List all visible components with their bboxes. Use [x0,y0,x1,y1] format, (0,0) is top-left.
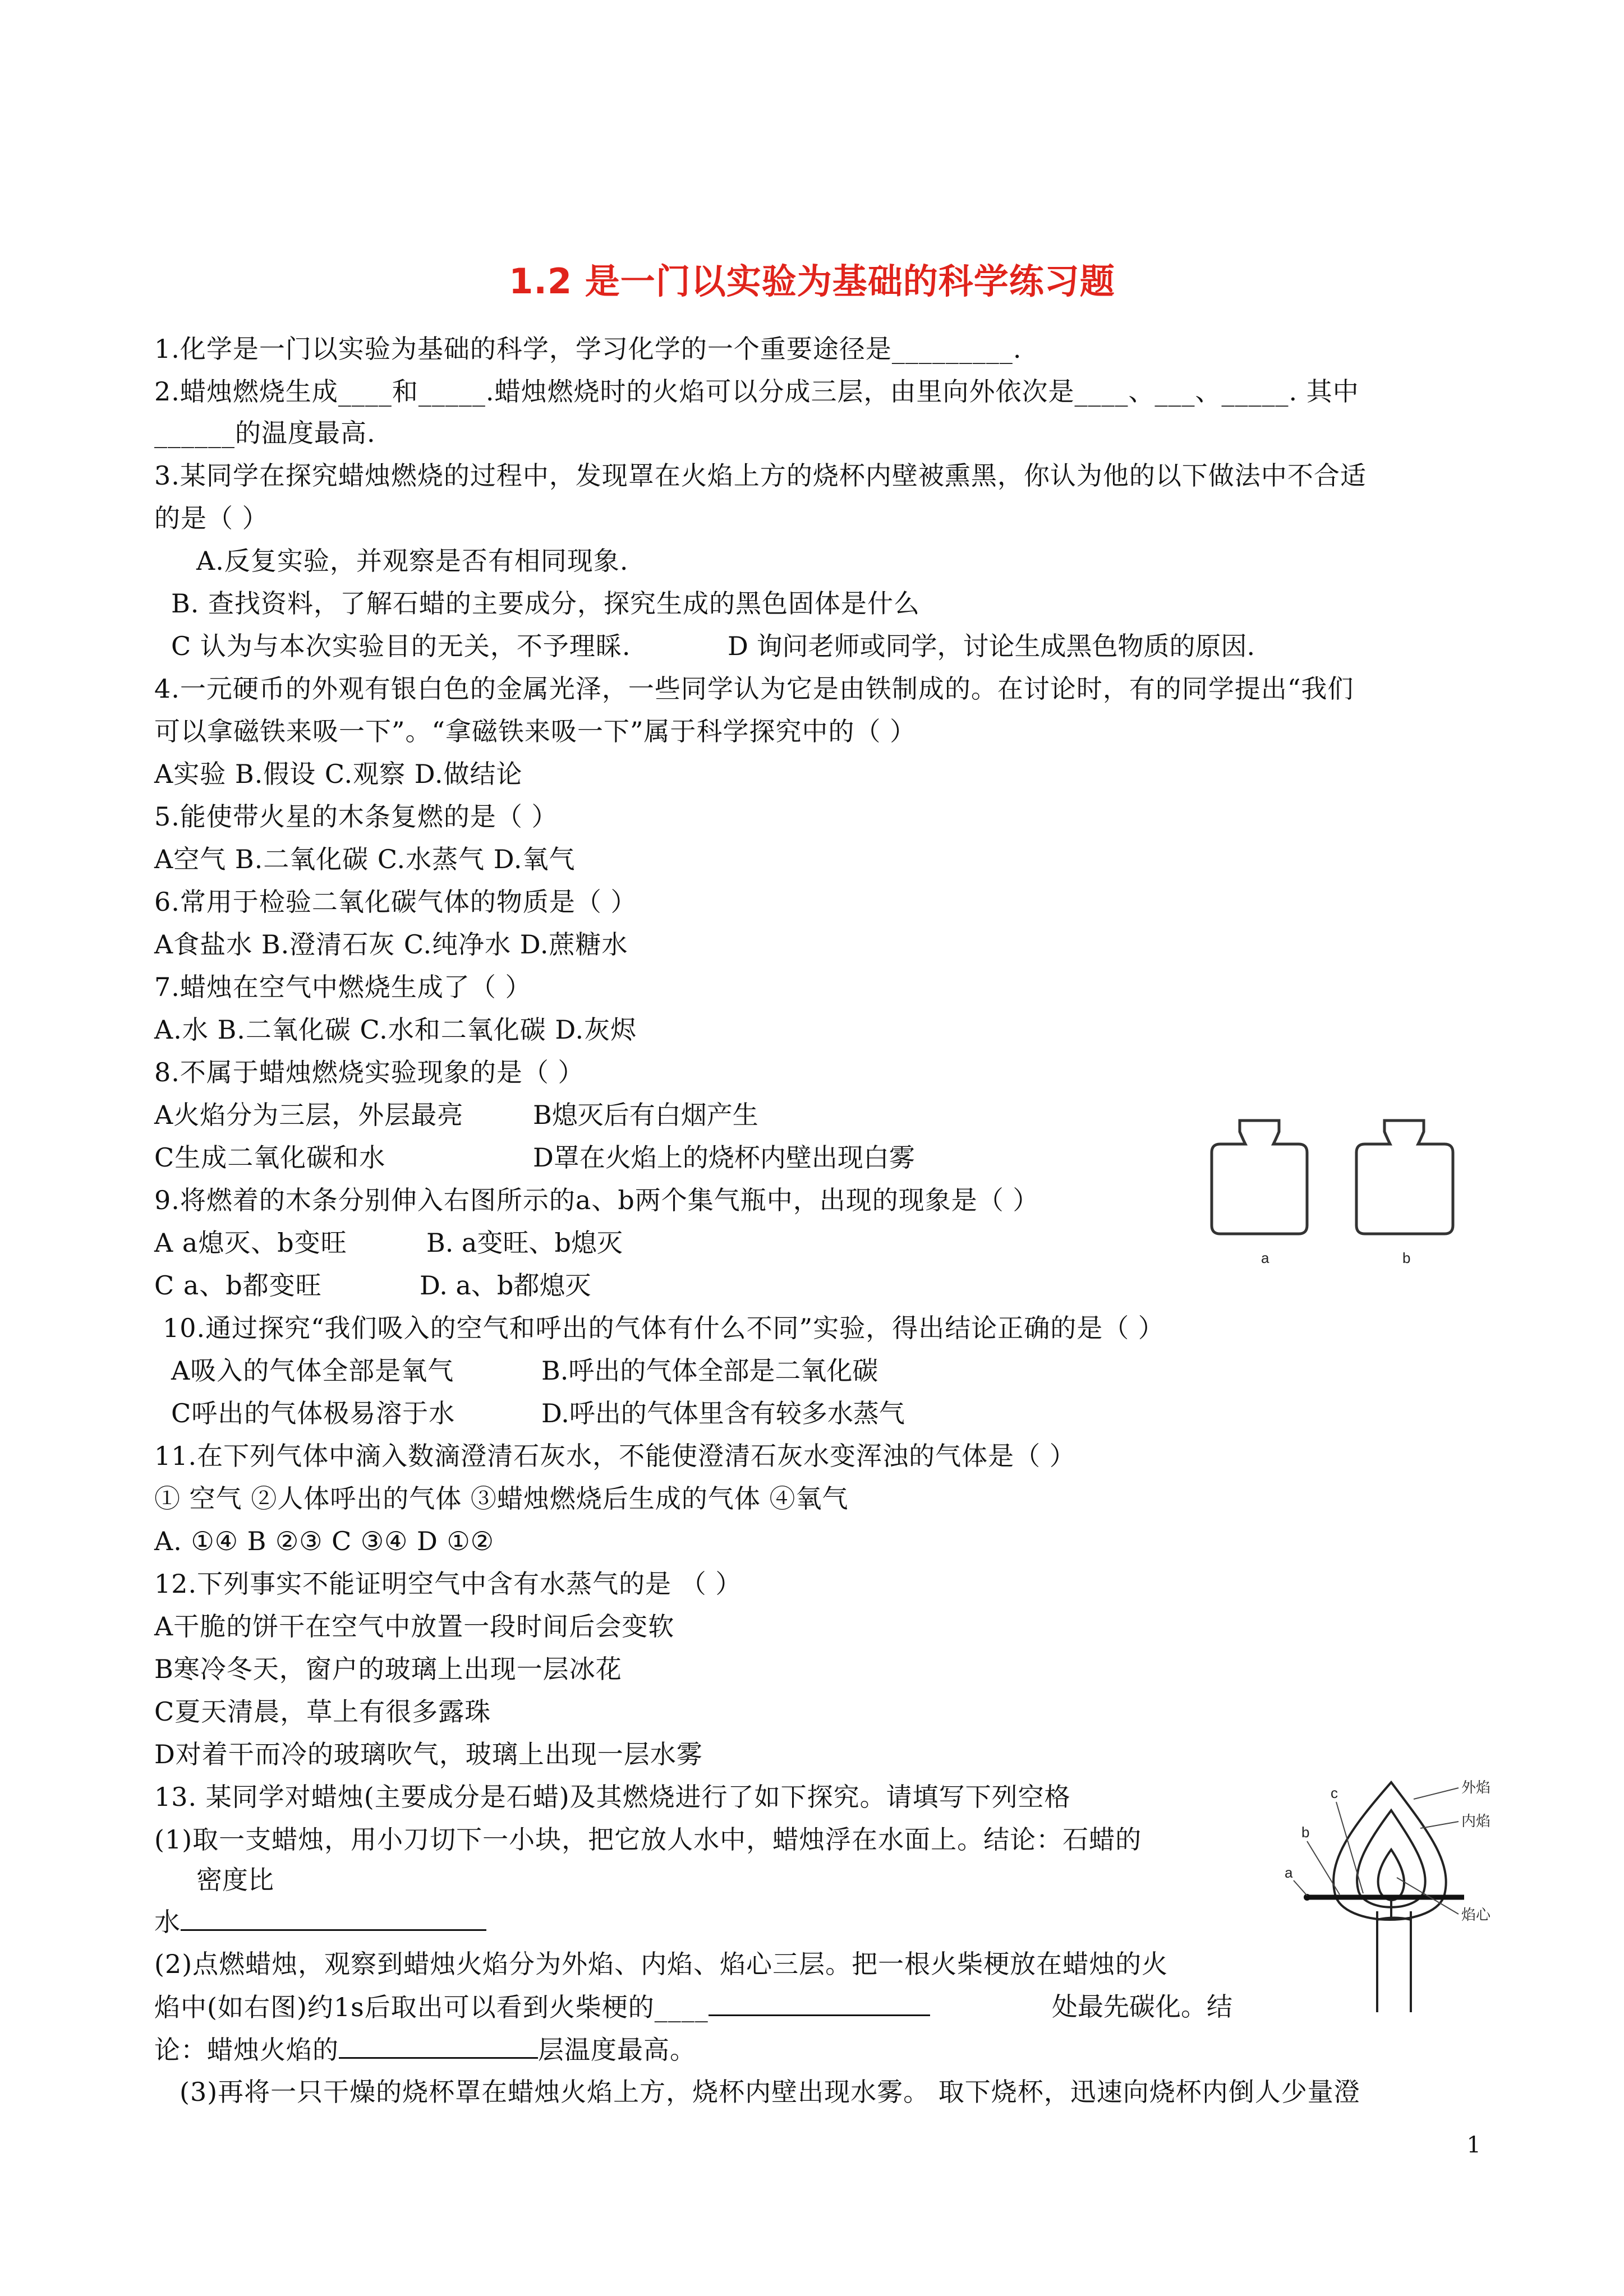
question-1: 1.化学是一门以实验为基础的科学，学习化学的一个重要途径是_________. [154,334,1022,364]
options-7: A.水 B.二氧化碳 C.水和二氧化碳 D.灰烬 [154,1015,637,1045]
inner-flame-label: 内焰 [1461,1813,1491,1829]
option-10a: A吸入的气体全部是氧气 [171,1356,454,1386]
question-6: 6.常用于检验二氧化碳气体的物质是（ ） [154,887,637,917]
option-8d: D罩在火焰上的烧杯内壁出现白雾 [533,1142,915,1173]
option-3d: D 询问老师或同学，讨论生成黑色物质的原因. [728,631,1255,661]
options-11: A. ①④ B ②③ C ③④ D ①② [154,1526,494,1556]
question-12: 12.下列事实不能证明空气中含有水蒸气的是 （ ） [154,1569,742,1599]
conclusion-text: 论：蜡烛火焰的 [154,2035,339,2065]
question-13-part1: (1)取一支蜡烛，用小刀切下一小块，把它放人水中，蜡烛浮在水面上。结论：石蜡的 [154,1824,1142,1855]
bottle-b-label: b [1402,1250,1411,1266]
question-2: 2.蜡烛燃烧生成____和_____.蜡烛燃烧时的火焰可以分成三层，由里向外依次是____、___、_____. 其中 [154,376,1359,407]
question-4: 4.一元硬币的外观有银白色的金属光泽，一些同学认为它是由铁制成的。在讨论时，有的同学提出“我们 [154,674,1354,704]
candle-flame-figure [1273,1765,1520,2018]
option-9b: B. a变旺、b熄灭 [426,1228,623,1258]
point-b-label: b [1301,1824,1310,1841]
option-12c: C夏天清晨，草上有很多露珠 [154,1696,491,1727]
option-3a: A.反复实验，并观察是否有相同现象. [196,546,629,576]
options-6: A食盐水 B.澄清石灰 C.纯净水 D.蔗糖水 [154,929,628,960]
option-8c: C生成二氧化碳和水 [154,1142,386,1173]
option-8a: A火焰分为三层，外层最亮 [154,1100,464,1130]
question-7: 7.蜡烛在空气中燃烧生成了（ ） [154,972,532,1002]
option-10c: C呼出的气体极易溶于水 [171,1398,456,1428]
question-3-cont: 的是（ ） [154,503,269,533]
question-4-cont: 可以拿磁铁来吸一下”。“拿磁铁来吸一下”属于科学探究中的（ ） [154,716,917,746]
option-9a: A a熄灭、b变旺 [154,1228,347,1258]
option-3c: C 认为与本次实验目的无关，不予理睬. [171,631,631,661]
outer-flame-label: 外焰 [1461,1779,1491,1796]
answer-blank-2[interactable] [709,1990,930,2016]
option-10d: D.呼出的气体里含有较多水蒸气 [541,1398,905,1428]
question-8: 8.不属于蜡烛燃烧实验现象的是（ ） [154,1057,585,1087]
point-a-label: a [1285,1864,1293,1881]
question-3: 3.某同学在探究蜡烛燃烧的过程中，发现罩在火焰上方的烧杯内壁被熏黑，你认为他的以下做法中不合适 [154,460,1367,491]
question-2-cont: ______的温度最高. [154,418,376,448]
page-number: 1 [1466,2132,1481,2158]
answer-blank-1[interactable] [181,1905,486,1931]
question-13-part3: (3)再将一只干燥的烧杯罩在蜡烛火焰上方，烧杯内壁出现水雾。 取下烧杯，迅速向烧杯内倒人少量澄 [180,2077,1360,2107]
question-11: 11.在下列气体中滴入数滴澄清石灰水，不能使澄清石灰水变浑浊的气体是（ ） [154,1441,1076,1471]
option-12b: B寒冷冬天，窗户的玻璃上出现一层冰花 [154,1654,622,1684]
options-4: A实验 B.假设 C.观察 D.做结论 [154,759,523,789]
page-title: 1.2 是一门以实验为基础的科学练习题 [509,261,1115,302]
question-13-part2-conclusion [154,2032,696,2067]
point-c-label: c [1331,1785,1338,1801]
part2-text: 焰中(如右图)约1s后取出可以看到火柴梗的____ [154,1992,709,2022]
flame-core-label: 焰心 [1461,1906,1491,1923]
option-9c: C a、b都变旺 [154,1270,322,1301]
question-11-items: ① 空气 ②人体呼出的气体 ③蜡烛燃烧后生成的气体 ④氧气 [154,1483,849,1514]
question-13-part1-cont: 密度比 [196,1865,274,1895]
question-13: 13. 某同学对蜡烛(主要成分是石蜡)及其燃烧进行了如下探究。请填写下列空格 [154,1782,1071,1812]
answer-blank-3[interactable] [339,2032,538,2059]
option-9d: D. a、b都熄灭 [420,1270,591,1301]
conclusion-tail: 层温度最高。 [538,2035,696,2065]
option-3b: B. 查找资料，了解石蜡的主要成分，探究生成的黑色固体是什么 [171,588,921,619]
option-10b: B.呼出的气体全部是二氧化碳 [541,1356,878,1386]
question-13-part1-end [154,1905,486,1939]
bottle-a-label: a [1261,1250,1269,1266]
question-10: 10.通过探究“我们吸入的空气和呼出的气体有什么不同”实验，得出结论正确的是（ ） [163,1313,1165,1343]
gas-bottles-figure [1195,1099,1487,1284]
question-5: 5.能使带火星的木条复燃的是（ ） [154,801,558,832]
question-13-part2-tail: 处最先碳化。结 [1052,1991,1232,2022]
question-13-part2-cont [154,1990,930,2024]
question-9: 9.将燃着的木条分别伸入右图所示的a、b两个集气瓶中，出现的现象是（ ） [154,1185,1039,1215]
option-12a: A干脆的饼干在空气中放置一段时间后会变软 [154,1611,675,1642]
option-12d: D对着干而冷的玻璃吹气，玻璃上出现一层水雾 [154,1739,703,1769]
question-13-part2: (2)点燃蜡烛，观察到蜡烛火焰分为外焰、内焰、焰心三层。把一根火柴梗放在蜡烛的火 [154,1949,1168,1979]
option-8b: B熄灭后有白烟产生 [533,1100,758,1130]
options-5: A空气 B.二氧化碳 C.水蒸气 D.氧气 [154,844,576,874]
water-label: 水 [154,1907,181,1937]
